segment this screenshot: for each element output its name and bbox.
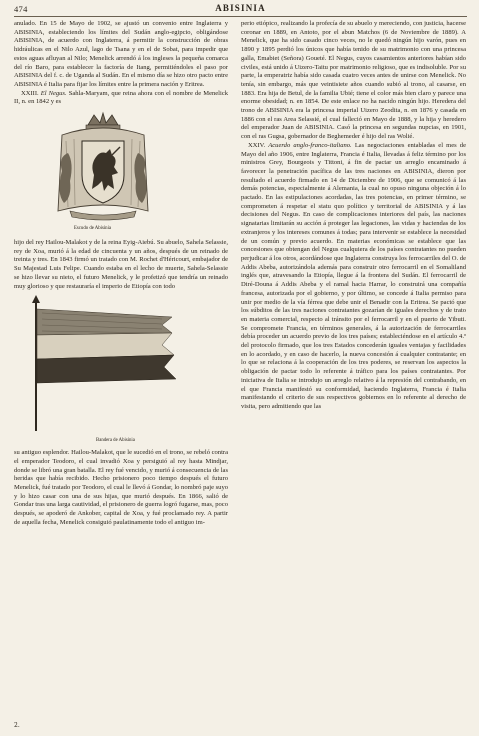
header-rule: [14, 16, 467, 17]
section-heading-negus: El Negus.: [40, 89, 67, 97]
right-column: [241, 20, 466, 412]
flag-illustration: [22, 295, 222, 435]
right-paragraph-2-text: Las negociaciones entabladas el mes de Mayo del año 1906, entre Inglaterra, Francia é Italia, llevadas á feliz término por los ministros Grey, Bourgeois y Tittoni, á fin de pactar un arreglo encaminado á favorecer la penetración pacífica de las tres naciones en ABISINIA, dieron por resultado el acuerdo firmado en 14 de Diciembre de 1906, que se comunicó á las demás potencias, especialmente á Alemania, la cual no opuso ninguna objeción á lo pactado. En las estipulaciones acordadas, las tres potencias, en primer término, se comprometen á respetar el statu quo político y territorial de ABISINIA y á las decisiones del Negus. En caso de complicaciones interiores del país, las naciones signatarias limitarán su acción á proteger las legaciones, las vidas y haciendas de los extranjeros y los intereses comunes á todas; para intervenir se establece la necesidad de un común y previo acuerdo. En materias económicas se establece que las concesiones que obtengan del Negus cualquiera de los países contratantes no pueden perjudicar á los otros, acordándose que Inglaterra construya los ferrocarriles del O. de Addis Abeba, autorizándola además para construir otro ferrocarril en el Somaliland inglés que, atravesando la Etiopía, llegue á la frontera del Sudán. El ferrocarril de Diré-Douna á Addis Abeba y el ramal hacia Harrar, lo construirá una compañía francesa, autorizada por el gobierno, y por último, se concede á Italia permiso para unir por medio de la vía férrea que debe unir el Benadir con la Eritrea. Se pactó que los súbditos de las tres naciones contratantes gozarían de iguales derechos y de trato en materia comercial, respecto al tránsito por el ferrocarril y en el puerto de Yibuti. Se compromete Francia, en términos generales, á la autorización de ferrocarriles debía proceder un acuerdo previo de los tres países; estableciéndose en el artículo 4.º del protocolo firmado, que los tres Estados concederán iguales ventajas y facilidades en lo acordado, y en caso de hacerlo, la nueva concesión á cualquier contratante; en lo que se relaciona á la cooperación de los tres poderes, se reservan los aspectos la obligación de pactar todo lo referente á tráfico para los países contratantes. Por iniciativa de Italia se introdujo un arreglo relativo á la represión del contrabando, en el que Francia manifestó su conformidad, haciendo Inglaterra, Francia é Italia manifestando el criterio de sus respectivos gobiernos en lo referente al derecho de visita, pero admitiendo que las: [241, 141, 466, 410]
right-paragraph-1: perio etiópico, realizando la profecía de su abuelo y mereciendo, con justicia, hacerse coronar en 1889, en Antoto, por el abun Matchos (6 de Noviembre de 1889). A Menelick, que ha sido casado cinco veces, no le quedó ningún hijo varón, pues en 1890 y 1895 perdió los únicos que había tenido de su matrimonio con una princesa galla, Emabiet (Señora) Goueté. El Negus, cuyos casamientos anteriores habían sido civiles, está unido á Uizero-Taitu por matrimonio religioso, que es indisoluble. Por su parte, la emperatriz había sido casada cuatro veces antes de unirse con Menelick. No tenía, sin embargo, más que veintisiete años cuando subió al trono, al casarse, en 1883. Era hija de Betul, de la familia Ubié; tiene el color más bien claro y parece una enorme obesidad; n. en 1854. De este enlace no ha nacido ningún hijo. Heredera del trono de ABISINIA era la princesa imperial Uizero Zeodita, n. en 1876 y casada en 1886 con el ras Area Selassié, el cual falleció en Mayo de 1888, y la hija y heredero del emperador Juan de ABISINIA. Casó la princesa en segundas nupcias, en 1901, con el ras Gugsa, gobernador de Beghemeder é hijo del ras Wolié.: [241, 20, 466, 141]
running-title: ABISINIA: [215, 3, 266, 13]
coat-of-arms-figure: [14, 111, 228, 235]
left-paragraph-2-text: Sahla-Maryam, que reina ahora con el nombre de Menelick II, n. en 1842 y es: [14, 89, 228, 106]
figure-caption-bandera: Bandera de Abisinia: [96, 438, 135, 444]
section-number-xxiii: XXIII.: [21, 89, 39, 97]
footer-marker: 2.: [14, 722, 20, 729]
left-paragraph-2: [14, 90, 228, 107]
left-column: [14, 20, 228, 528]
section-number-xxiv: XXIV.: [248, 141, 266, 149]
left-paragraph-1: anulado. En 15 de Mayo de 1902, se ajustó un convenio entre Inglaterra y ABISINIA, estableciendo los límites del Sudán anglo-egipcio, obligándose ABISINIA, de acuerdo con Inglaterra, á permitir la construcción de obras hidráulicas en el Nilo Azul, lago de Tsana y en el de Sobat, para impedir que estos aguas afluyan al Nilo; Menelick arrendó á los ingleses la pequeña comarca del río Baro, para establecer la factoría de Itang, permitiéndoles el paso por ABISINIA del f. c. de Uganda al Sudán. En el mismo día se hizo otro pacto entre ABISINIA é Italia para fijar los límites entre la primera nación y Eritrea.: [14, 20, 228, 88]
left-paragraph-4: su antiguo esplendor. Hailou-Malakot, que le sucedió en el trono, se rebeló contra el emperador Teodoro, el cual invadió Xoa y persiguió al rey hasta Mindjar, donde se libró una gran batalla. El rey fué vencido, y murió á consecuencia de las heridas que había recibido. Hecho prisionero poco tiempo después el futuro Menelick, fué tratado por Teodoro, el cual le llevó á Gondar, lo nombró paje suyo y lo hizo casar con una de sus hijas, que murió después. En 1866, salió de Gondar tras una larga cautividad, el prisionero de guerra logró fugarse, mas, poco después, se apoderó de Ankober, capital de Xoa, y fué proclamado rey. A partir de aquella fecha, Menelick consiguió paulatinamente todo el antiguo im-: [14, 449, 228, 526]
section-heading-acuerdo: Acuerdo anglo-franco-italiano.: [268, 141, 352, 149]
left-paragraph-3: hijo del rey Hailou-Malakot y de la reina Eyig-Aiebú. Su abuelo, Sahela Selassie, rey de Xoa, murió á la edad de cincuenta y un años, después de un reinado de treinta y tres. En 1843 firmó un tratado con M. Rochet d'Héricourt, embajador de Su Majestad Luis Felipe. Cuando estaba en el lecho de muerte, Sahela-Selassie se hizo llevar su nieto, el futuro Menelick, y le profetizó que tendría un reinado muy glorioso y que restauraría el imperio de Etiopía con todo: [14, 239, 228, 290]
page-number: 474: [14, 4, 28, 14]
running-header: [14, 2, 467, 16]
right-paragraph-2: [241, 142, 466, 412]
coat-of-arms-illustration: [48, 111, 158, 223]
flag-figure: [14, 295, 228, 445]
figure-caption-escudo: Escudo de Abisinia: [74, 226, 112, 232]
